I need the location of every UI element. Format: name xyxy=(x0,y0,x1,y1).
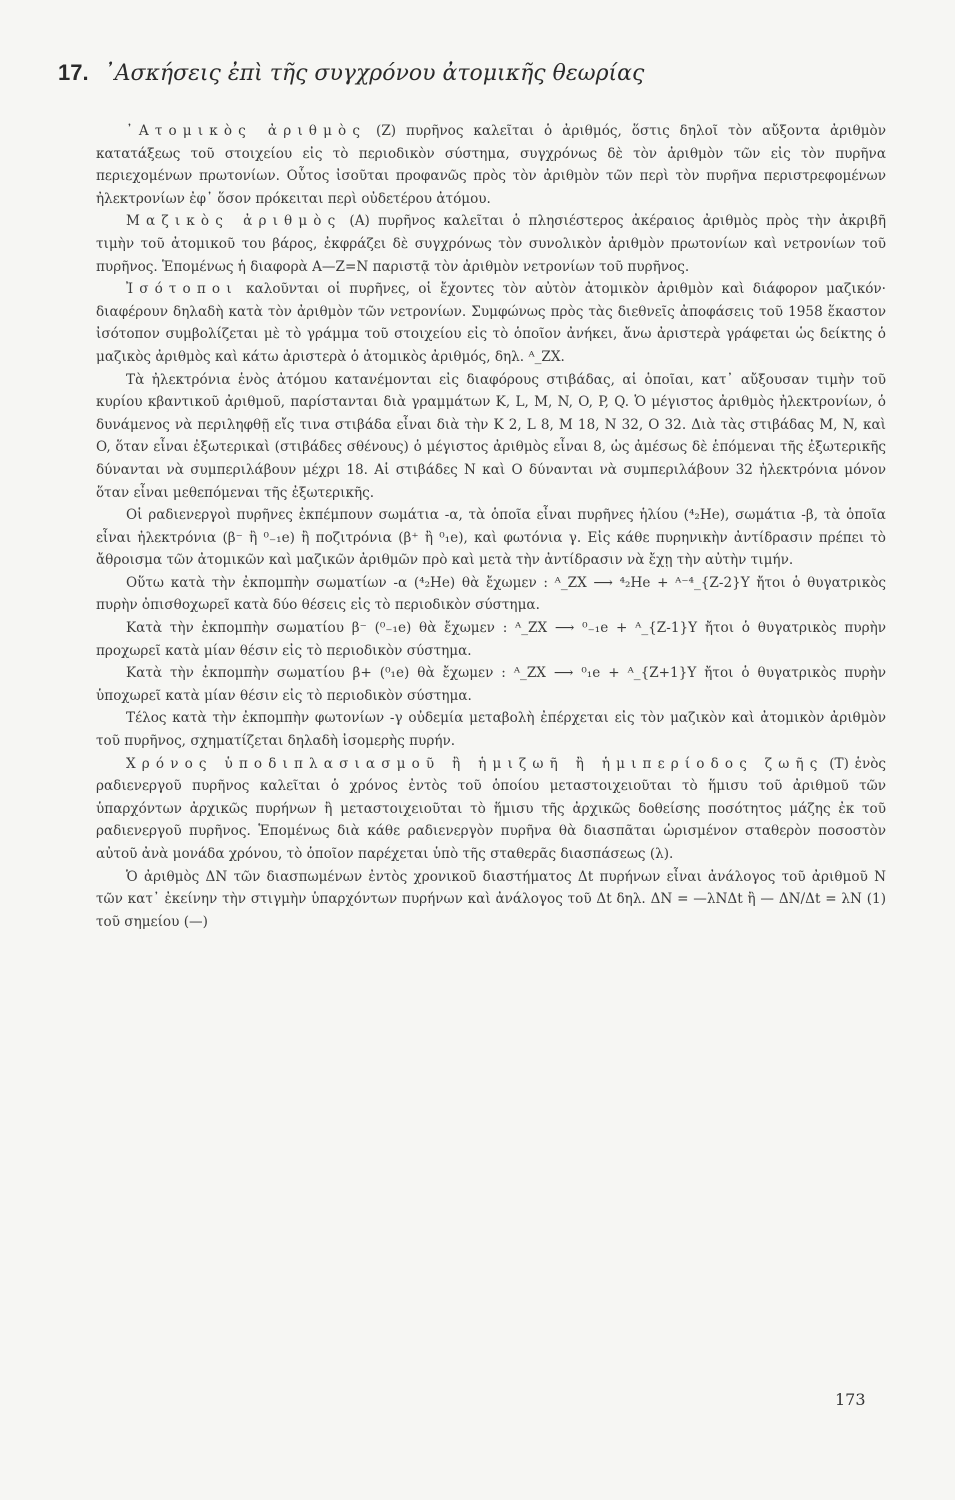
paragraph-beta-plus-decay: Κατὰ τὴν ἐκπομπὴν σωματίου β+ (⁰₁e) θὰ ἔχωμεν : ᴬ_ZX ⟶ ⁰₁e + ᴬ_{Z+1}Y ἤτοι ὁ θυγατρικὸς πυρὴν ὑποχωρεῖ κατὰ μίαν θέσιν εἰς τὸ περιοδικὸν σύστημα. xyxy=(96,665,886,704)
section-number: 17. xyxy=(58,60,89,85)
paragraph-half-life: Χρόνος ὑποδιπλασιασμοῦ ἢ ἡμιζωῆ ἢ ἡμιπερίοδος ζωῆς (T) ἑνὸς ραδιενεργοῦ πυρῆνος καλεῖται ὁ χρόνος ἐντὸς τοῦ ὁποίου μεταστοιχειοῦται τὸ ἥμισυ τοῦ ἀριθμοῦ τῶν ὑπαρχόντων ἀρχικῶς πυρήνων ἢ μεταστοιχειοῦται τὸ ἥμισυ τῆς ἀρχικῶς δοθείσης ποσότητος μάζης ἐκ τοῦ ραδιενεργοῦ πυρῆνος. Ἑπομένως διὰ κάθε ραδιενεργὸν πυρῆνα θὰ διασπᾶται ὡρισμένον σταθερὸν ποσοστὸν αὐτοῦ ἀνὰ μονάδα χρόνου, τὸ ὁποῖον παρέχεται ὑπὸ τῆς σταθερᾶς διασπάσεως (λ). xyxy=(96,755,887,862)
section-title: ᾿Ασκήσεις ἐπὶ τῆς συγχρόνου ἀτομικῆς θεωρίας xyxy=(103,61,645,86)
body-text xyxy=(96,120,886,933)
paragraph-isotopes: Ἰσότοποι καλοῦνται οἱ πυρῆνες, οἱ ἔχοντες τὸν αὐτὸν ἀτομικὸν ἀριθμὸν καὶ διάφορον μαζικόν· διαφέρουν δηλαδὴ κατὰ τὸν ἀριθμὸν τῶν νετρονίων. Συμφώνως πρὸς τὰς διεθνεῖς ἀποφάσεις τοῦ 1958 ἕκαστον ἰσότοπον συμβολίζεται μὲ τὸ γράμμα τοῦ στοιχείου εἰς τὸ ὁποῖον ἀνήκει, ἄνω ἀριστερὰ γράφεται ὡς δείκτης ὁ μαζικὸς ἀριθμὸς καὶ κάτω ἀριστερὰ ὁ ἀτομικὸς ἀριθμός, δηλ. ᴬ_ZX. xyxy=(96,281,886,365)
paragraph-radioactive-emission: Οἱ ραδιενεργοὶ πυρῆνες ἐκπέμπουν σωμάτια -α, τὰ ὁποῖα εἶναι πυρῆνες ἡλίου (⁴₂He), σωμάτια -β, τὰ ὁποῖα εἶναι ἠλεκτρόνια (β⁻ ἢ ⁰₋₁e) ἢ ποζιτρόνια (β⁺ ἢ ⁰₁e), καὶ φωτόνια γ. Εἰς κάθε πυρηνικὴν ἀντίδρασιν πρέπει τὸ ἄθροισμα τῶν ἀτομικῶν καὶ μαζικῶν ἀριθμῶν πρὸ καὶ μετὰ τὴν ἀντίδρασιν νὰ ἔχῃ τὴν αὐτὴν τιμήν. xyxy=(96,507,886,569)
paragraph-electron-shells: Τὰ ἠλεκτρόνια ἑνὸς ἀτόμου κατανέμονται εἰς διαφόρους στιβάδας, αἱ ὁποῖαι, κατ᾿ αὔξουσαν τιμὴν τοῦ κυρίου κβαντικοῦ ἀριθμοῦ, παρίστανται διὰ γραμμάτων K, L, M, N, O, P, Q. Ὁ μέγιστος ἀριθμὸς ἠλεκτρονίων, ὁ δυνάμενος νὰ περιληφθῇ εἴς τινα στιβάδα εἶναι διὰ τὴν K 2, L 8, M 18, N 32, O 32. Διὰ τὰς στιβάδας M, N, καὶ O, ὅταν εἶναι ἐξωτερικαὶ (στιβάδες σθένους) ὁ μέγιστος ἀριθμὸς εἶναι 8, ὡς ἀμέσως δὲ ἑπόμεναι τῆς ἐξωτερικῆς δύνανται νὰ συμπεριλάβουν μέχρι 18. Αἱ στιβάδες N καὶ O δύνανται νὰ συμπεριλάβουν 32 ἠλεκτρόνια μόνον ὅταν εἶναι μεθεπόμεναι τῆς ἐξωτερικῆς. xyxy=(96,371,886,501)
paragraph-gamma-emission: Τέλος κατὰ τὴν ἐκπομπὴν φωτονίων -γ οὐδεμία μεταβολὴ ἐπέρχεται εἰς τὸν μαζικὸν καὶ ἀτομικὸν ἀριθμὸν τοῦ πυρῆνος, σχηματίζεται δηλαδὴ ἰσομερὴς πυρήν. xyxy=(96,710,886,750)
paragraph-alpha-decay: Οὕτω κατὰ τὴν ἐκπομπὴν σωματίων -α (⁴₂He) θὰ ἔχωμεν : ᴬ_ZX ⟶ ⁴₂He + ᴬ⁻⁴_{Z-2}Y ἤτοι ὁ θυγατρικὸς πυρὴν ὀπισθοχωρεῖ κατὰ δύο θέσεις εἰς τὸ περιοδικὸν σύστημα. xyxy=(96,574,886,614)
paragraph-beta-minus-decay: Κατὰ τὴν ἐκπομπὴν σωματίου β⁻ (⁰₋₁e) θὰ ἔχωμεν : ᴬ_ZX ⟶ ⁰₋₁e + ᴬ_{Z-1}Y ἤτοι ὁ θυγατρικὸς πυρὴν προχωρεῖ κατὰ μίαν θέσιν εἰς τὸ περιοδικὸν σύστημα. xyxy=(96,620,886,659)
page-number: 173 xyxy=(835,1390,866,1409)
paragraph-mass-number: Μαζικὸς ἀριθμὸς (A) πυρῆνος καλεῖται ὁ πλησιέστερος ἀκέραιος ἀριθμὸς πρὸς τὴν ἀκριβῆ τιμὴν τοῦ ἀτομικοῦ του βάρος, ἐκφράζει δὲ συγχρόνως τὸν συνολικὸν ἀριθμὸν πρωτονίων καὶ νετρονίων τοῦ πυρῆνος. Ἑπομένως ἡ διαφορὰ A—Z=N παριστᾷ τὸν ἀριθμὸν νετρονίων τοῦ πυρῆνος. xyxy=(96,213,886,275)
paragraph-decay-law: Ὁ ἀριθμὸς ΔN τῶν διασπωμένων ἐντὸς χρονικοῦ διαστήματος Δt πυρήνων εἶναι ἀνάλογος τοῦ ἀριθμοῦ N τῶν κατ᾿ ἐκείνην τὴν στιγμὴν ὑπαρχόντων πυρήνων καὶ ἀνάλογος τοῦ Δt δηλ. ΔN = —λNΔt ἢ — ΔN/Δt = λN (1) τοῦ σημείου (—) xyxy=(96,868,886,930)
paragraph-atomic-number: ᾿Ατομικὸς ἀριθμὸς (Z) πυρῆνος καλεῖται ὁ ἀριθμός, ὅστις δηλοῖ τὸν αὔξοντα ἀριθμὸν κατατάξεως τοῦ στοιχείου εἰς τὸ περιοδικὸν σύστημα, συγχρόνως δὲ τὸν ἀριθμὸν τῶν εἰς τὸν πυρῆνα περιεχομένων πρωτονίων. Οὗτος ἰσοῦται προφανῶς πρὸς τὸν ἀριθμὸν τῶν περὶ τὸν πυρῆνα περιστρεφομένων ἠλεκτρονίων ἐφ᾿ ὅσον πρόκειται περὶ οὐδετέρου ἀτόμου. xyxy=(96,123,886,207)
section-heading xyxy=(58,60,918,86)
